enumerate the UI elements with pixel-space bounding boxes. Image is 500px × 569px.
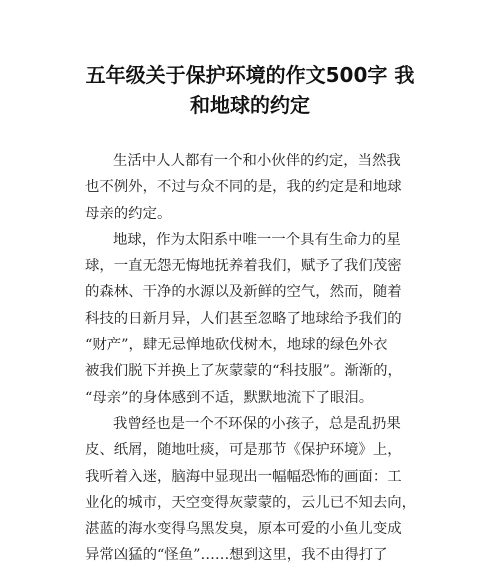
document-title: [60, 60, 440, 120]
text-line: 也不例外，不过与众不同的是，我的约定是和地球: [85, 179, 402, 196]
title-line: 五年级关于保护环境的作文500字 我: [85, 63, 415, 87]
text-line: 生活中人人都有一个和小伙伴的约定，当然我: [113, 153, 401, 169]
text-line: 湛蓝的海水变得乌黑发臭，原本可爱的小鱼儿变成: [85, 521, 402, 538]
text-line: 球，一直无怨无悔地抚养着我们，赋予了我们茂密: [85, 258, 402, 275]
text-line: 的森林、干净的水源以及新鲜的空气，然而，随着: [85, 284, 402, 301]
text-line: “母亲”的身体感到不适，默默地流下了眼泪。: [85, 389, 374, 406]
paragraph-3: [85, 411, 425, 569]
text-line: “财产”，肆无忌惮地砍伐树木，地球的绿色外衣: [85, 337, 388, 354]
text-line: 被我们脱下并换上了灰蒙蒙的“科技服”。渐渐的，: [85, 363, 402, 380]
paragraph-1: [85, 148, 425, 227]
document-body: [85, 148, 425, 569]
text-line: 科技的日新月异，人们甚至忽略了地球给予我们的: [85, 310, 402, 327]
title-line: 和地球的约定: [190, 93, 310, 117]
text-line: 我听着入迷，脑海中显现出一幅幅恐怖的画面：工: [85, 468, 402, 485]
text-line: 地球，作为太阳系中唯一一个具有生命力的星: [113, 231, 401, 248]
paragraph-2: [85, 227, 425, 411]
text-line: 母亲的约定。: [85, 205, 172, 222]
text-line: 异常凶猛的“怪鱼”……想到这里，我不由得打了: [85, 547, 388, 564]
text-line: 皮、纸屑，随地吐痰，可是那节《保护环境》上，: [85, 442, 402, 459]
text-line: 业化的城市，天空变得灰蒙蒙的，云儿已不知去向，: [85, 494, 416, 511]
text-line: 我曾经也是一个不环保的小孩子，总是乱扔果: [113, 415, 401, 432]
